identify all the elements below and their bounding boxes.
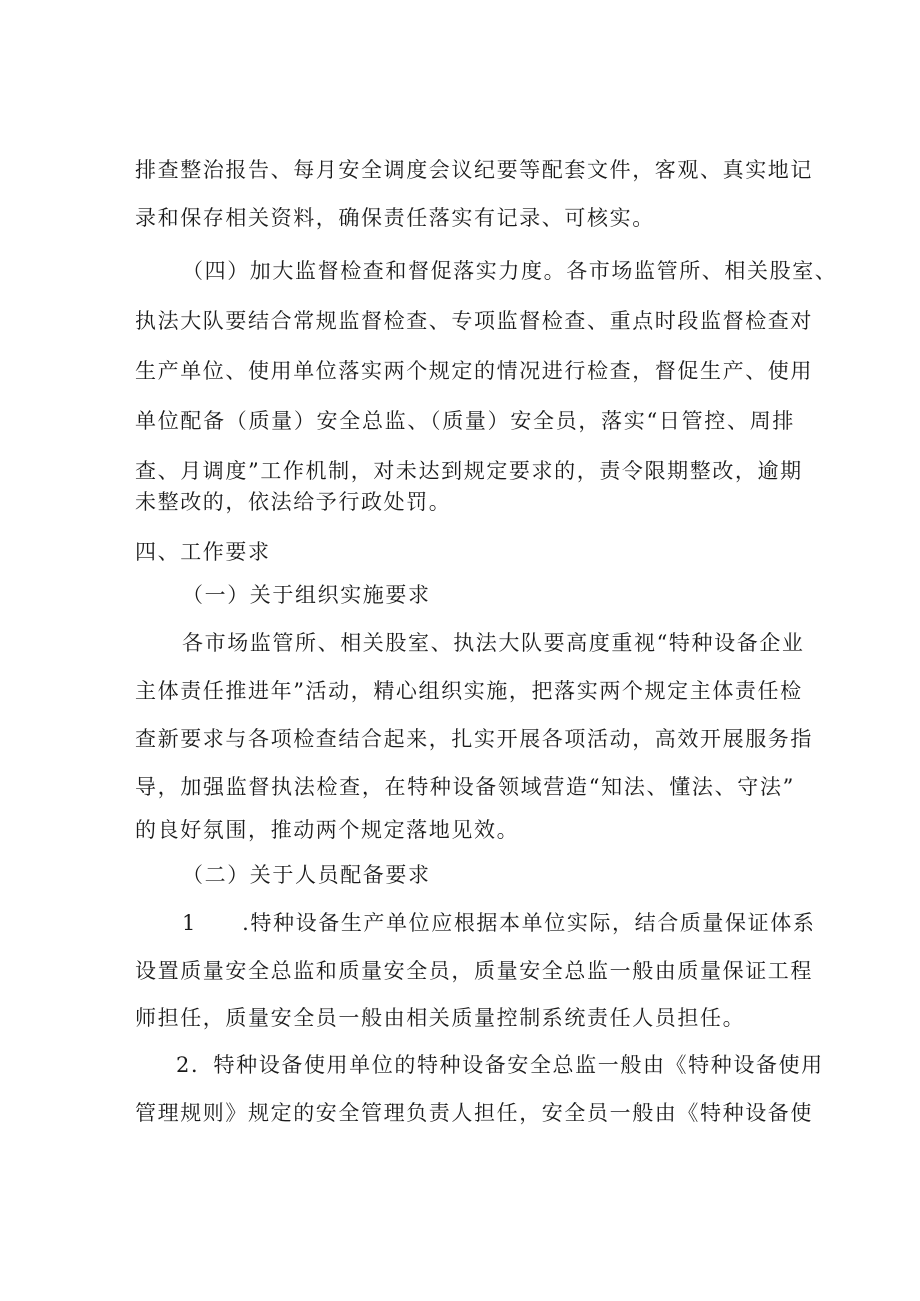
section-heading-line: （四）加大监督检查和督促落实力度。各市场监管所、相关股室、 [182, 259, 838, 283]
paragraph-line: 导，加强监督执法检查，在特种设备领域营造“知法、懂法、守法” [135, 775, 795, 799]
list-item-line: 2．特种设备使用单位的特种设备安全总监一般由《特种设备使用 [176, 1053, 824, 1077]
paragraph-line: 各市场监管所、相关股室、执法大队要高度重视“特种设备企业 [182, 631, 805, 655]
paragraph-line: 未整改的，依法给予行政处罚。 [135, 490, 452, 514]
paragraph-line: 执法大队要结合常规监督检查、专项监督检查、重点时段监督检查对 [135, 309, 813, 333]
paragraph-line: 查、月调度”工作机制，对未达到规定要求的，责令限期整改，逾期 [135, 459, 803, 483]
subsection-title: （一）关于组织实施要求 [182, 583, 431, 607]
list-item-line: 1 .特种设备生产单位应根据本单位实际，结合质量保证体系 [182, 911, 816, 935]
paragraph-line: 录和保存相关资料，确保责任落实有记录、可核实。 [135, 206, 655, 230]
section-title: 四、工作要求 [135, 540, 271, 564]
paragraph-line: 管理规则》规定的安全管理负责人担任，安全员一般由《特种设备使 [135, 1101, 813, 1125]
paragraph-line: 排查整治报告、每月安全调度会议纪要等配套文件，客观、真实地记 [135, 158, 813, 182]
paragraph-line: 单位配备（质量）安全总监、（质量）安全员，落实“日管控、周排 [135, 409, 795, 433]
paragraph-line: 查新要求与各项检查结合起来，扎实开展各项活动，高效开展服务指 [135, 727, 813, 751]
paragraph-line: 师担任，质量安全员一般由相关质量控制系统责任人员担任。 [135, 1006, 746, 1030]
paragraph-line: 生产单位、使用单位落实两个规定的情况进行检查，督促生产、使用 [135, 359, 813, 383]
subsection-title: （二）关于人员配备要求 [182, 863, 431, 887]
paragraph-line: 主体责任推进年”活动，精心组织实施，把落实两个规定主体责任检 [135, 679, 803, 703]
paragraph-line: 设置质量安全总监和质量安全员，质量安全总监一般由质量保证工程 [135, 959, 813, 983]
paragraph-line: 的良好氛围，推动两个规定落地见效。 [135, 818, 520, 842]
